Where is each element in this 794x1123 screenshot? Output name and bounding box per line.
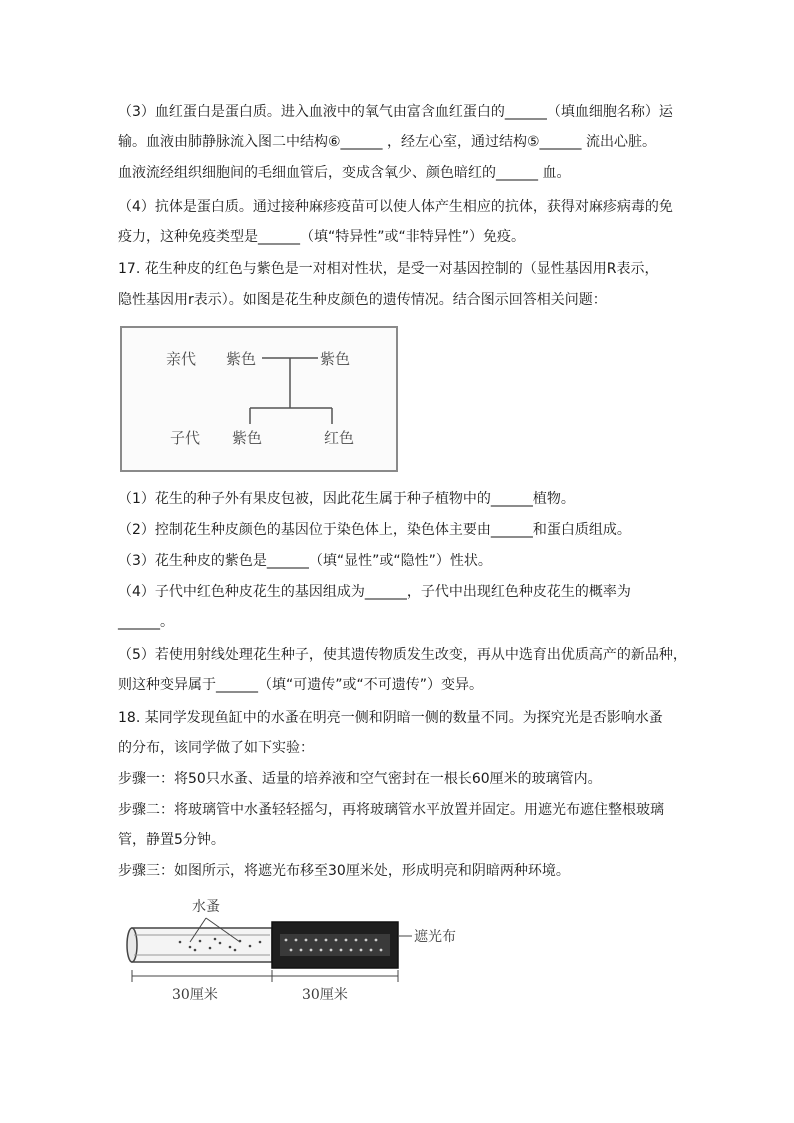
text-line: （3）血红蛋白是蛋白质。进入血液中的氧气由富含血红蛋白的______（填血细胞名称）运 [118,104,673,120]
pedigree-lines [122,328,396,470]
text-line: 疫力，这种免疫类型是______（填“特异性”或“非特异性”）免疫。 [118,229,526,245]
parent-b-label: 紫色 [320,350,351,368]
right-length-label: 30厘米 [302,987,348,1003]
child-b-label: 红色 [324,429,355,447]
text-line: 的分布，该同学做了如下实验： [118,740,314,756]
step-one: 步骤一：将50只水蚤、适量的培养液和空气密封在一根长60厘米的玻璃管内。 [118,771,602,787]
parent-a-label: 紫色 [226,350,257,368]
water-flea-label: 水蚤 [192,899,220,915]
question-17-stem: 17. 花生种皮的红色与紫色是一对相对性状，是受一对基因控制的（显性基因用R表示， [118,261,659,277]
text-line: （5）若使用射线处理花生种子，使其遗传物质发生改变，再从中选育出优质高产的新品种， [118,647,687,663]
text-line: （1）花生的种子外有果皮包被，因此花生属于种子植物中的______植物。 [118,491,575,507]
text-line: 隐性基因用r表示）。如图是花生种皮颜色的遗传情况。结合图示回答相关问题： [118,292,607,308]
text-line: 血液流经组织细胞间的毛细血管后，变成含氧少、颜色暗红的______ 血。 [118,165,571,181]
text-line: （2）控制花生种皮颜色的基因位于染色体上，染色体主要由______和蛋白质组成。 [118,522,631,538]
tube-figure [120,890,460,1010]
step-two: 步骤二：将玻璃管中水蚤轻轻摇匀，再将玻璃管水平放置并固定。用遮光布遮住整根玻璃 [118,802,664,818]
text-line: （4）子代中红色种皮花生的基因组成为______，子代中出现红色种皮花生的概率为 [118,584,631,600]
text-line: （3）花生种皮的紫色是______（填“显性”或“隐性”）性状。 [118,553,492,569]
shading-cloth-label: 遮光布 [414,929,456,945]
pedigree-diagram [120,326,398,472]
child-a-label: 紫色 [232,429,263,447]
tube-drawing [120,890,460,1010]
parent-generation-label: 亲代 [166,350,197,368]
left-length-label: 30厘米 [172,987,218,1003]
child-generation-label: 子代 [170,429,201,447]
text-line: 管，静置5分钟。 [118,832,225,848]
question-18-stem: 18. 某同学发现鱼缸中的水蚤在明亮一侧和阴暗一侧的数量不同。为探究光是否影响水蚤 [118,710,663,726]
text-line: （4）抗体是蛋白质。通过接种麻疹疫苗可以使人体产生相应的抗体，获得对麻疹病毒的免 [118,199,673,215]
text-line: 则这种变异属于______（填“可遗传”或“不可遗传”）变异。 [118,677,484,693]
step-three: 步骤三：如图所示，将遮光布移至30厘米处，形成明亮和阴暗两种环境。 [118,863,570,879]
text-line: 输。血液由肺静脉流入图二中结构⑥______ ，经左心室，通过结构⑤______ 流出心脏。 [118,134,657,150]
text-line: ______。 [118,614,174,630]
